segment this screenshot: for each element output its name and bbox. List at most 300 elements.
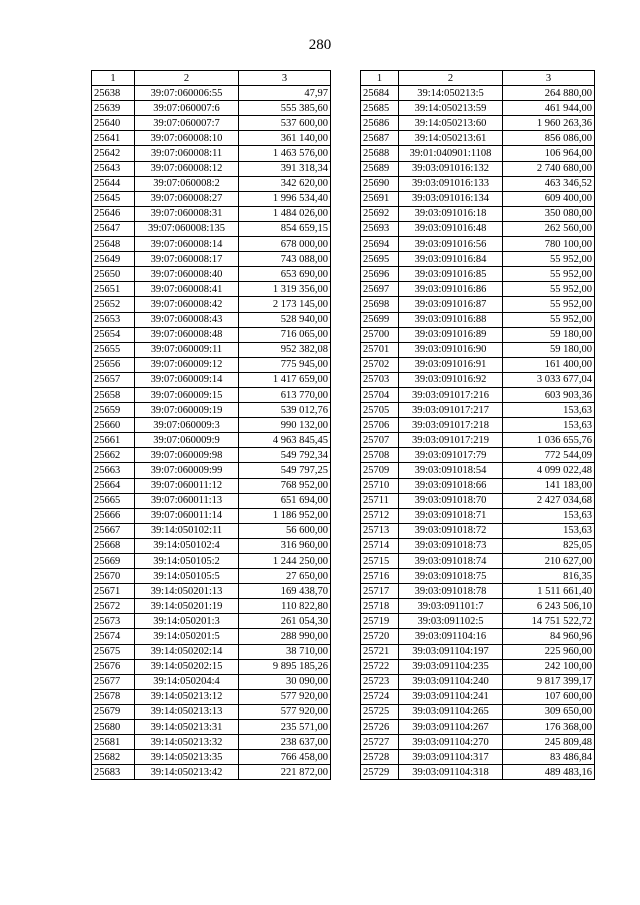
cadastral-number-cell: 39:14:050105:2 <box>135 554 239 569</box>
row-number-cell: 25641 <box>92 131 135 146</box>
table-row <box>361 342 595 357</box>
cadastral-number-cell: 39:07:060009:14 <box>135 372 239 387</box>
column-header: 3 <box>503 71 595 86</box>
cadastral-number-cell: 39:14:050105:5 <box>135 569 239 584</box>
value-cell: 84 960,96 <box>503 629 595 644</box>
row-number-cell: 25725 <box>361 704 399 719</box>
cadastral-number-cell: 39:03:091018:71 <box>399 508 503 523</box>
table-row <box>361 101 595 116</box>
row-number-cell: 25720 <box>361 629 399 644</box>
table-row <box>92 342 331 357</box>
table-row <box>361 282 595 297</box>
row-number-cell: 25649 <box>92 252 135 267</box>
table-row <box>92 403 331 418</box>
table-row <box>92 282 331 297</box>
row-number-cell: 25663 <box>92 463 135 478</box>
value-cell: 952 382,08 <box>239 342 331 357</box>
cadastral-number-cell: 39:03:091104:197 <box>399 644 503 659</box>
row-number-cell: 25672 <box>92 599 135 614</box>
column-header: 3 <box>239 71 331 86</box>
row-number-cell: 25702 <box>361 357 399 372</box>
cadastral-number-cell: 39:14:050213:5 <box>399 86 503 101</box>
table-row <box>361 538 595 553</box>
value-cell: 577 920,00 <box>239 704 331 719</box>
value-cell: 653 690,00 <box>239 267 331 282</box>
value-cell: 678 000,00 <box>239 237 331 252</box>
table-row <box>361 523 595 538</box>
cadastral-number-cell: 39:03:091104:16 <box>399 629 503 644</box>
row-number-cell: 25648 <box>92 237 135 252</box>
value-cell: 1 511 661,40 <box>503 584 595 599</box>
cadastral-number-cell: 39:03:091018:70 <box>399 493 503 508</box>
row-number-cell: 25668 <box>92 538 135 553</box>
cadastral-number-cell: 39:03:091016:56 <box>399 237 503 252</box>
value-cell: 577 920,00 <box>239 689 331 704</box>
value-cell: 856 086,00 <box>503 131 595 146</box>
cadastral-number-cell: 39:07:060009:98 <box>135 448 239 463</box>
table-row <box>361 297 595 312</box>
cadastral-number-cell: 39:07:060008:11 <box>135 146 239 161</box>
table-row <box>361 116 595 131</box>
row-number-cell: 25714 <box>361 538 399 553</box>
table-row <box>361 750 595 765</box>
cadastral-number-cell: 39:03:091016:88 <box>399 312 503 327</box>
cadastral-number-cell: 39:14:050201:3 <box>135 614 239 629</box>
cadastral-number-cell: 39:14:050213:31 <box>135 720 239 735</box>
table-row <box>92 689 331 704</box>
row-number-cell: 25660 <box>92 418 135 433</box>
row-number-cell: 25718 <box>361 599 399 614</box>
table-row <box>92 267 331 282</box>
row-number-cell: 25704 <box>361 387 399 402</box>
cadastral-number-cell: 39:03:091016:92 <box>399 372 503 387</box>
cadastral-number-cell: 39:07:060009:12 <box>135 357 239 372</box>
cadastral-number-cell: 39:14:050213:42 <box>135 765 239 780</box>
row-number-cell: 25716 <box>361 569 399 584</box>
table-row <box>92 161 331 176</box>
table-row <box>361 689 595 704</box>
cadastral-number-cell: 39:07:060008:10 <box>135 131 239 146</box>
row-number-cell: 25722 <box>361 659 399 674</box>
value-cell: 261 054,30 <box>239 614 331 629</box>
table-row <box>361 599 595 614</box>
table-row <box>361 327 595 342</box>
table-row <box>361 418 595 433</box>
row-number-cell: 25681 <box>92 735 135 750</box>
cadastral-number-cell: 39:07:060008:41 <box>135 282 239 297</box>
value-cell: 1 996 534,40 <box>239 191 331 206</box>
table-row <box>92 252 331 267</box>
table-row <box>361 629 595 644</box>
row-number-cell: 25708 <box>361 448 399 463</box>
table-row <box>361 387 595 402</box>
row-number-cell: 25683 <box>92 765 135 780</box>
value-cell: 361 140,00 <box>239 131 331 146</box>
value-cell: 55 952,00 <box>503 252 595 267</box>
row-number-cell: 25715 <box>361 554 399 569</box>
cadastral-number-cell: 39:03:091101:7 <box>399 599 503 614</box>
table-row <box>92 221 331 236</box>
row-number-cell: 25686 <box>361 116 399 131</box>
cadastral-number-cell: 39:14:050102:11 <box>135 523 239 538</box>
value-cell: 55 952,00 <box>503 267 595 282</box>
row-number-cell: 25651 <box>92 282 135 297</box>
table-row <box>361 659 595 674</box>
cadastral-number-cell: 39:03:091016:87 <box>399 297 503 312</box>
cadastral-number-cell: 39:07:060008:14 <box>135 237 239 252</box>
cadastral-number-cell: 39:03:091018:78 <box>399 584 503 599</box>
table-row <box>92 418 331 433</box>
row-number-cell: 25665 <box>92 493 135 508</box>
cadastral-number-cell: 39:03:091018:54 <box>399 463 503 478</box>
row-number-cell: 25639 <box>92 101 135 116</box>
row-number-cell: 25673 <box>92 614 135 629</box>
table-row <box>361 448 595 463</box>
cadastral-number-cell: 39:07:060009:19 <box>135 403 239 418</box>
cadastral-table-right <box>360 70 595 780</box>
table-row <box>361 252 595 267</box>
row-number-cell: 25693 <box>361 221 399 236</box>
cadastral-number-cell: 39:14:050213:13 <box>135 704 239 719</box>
cadastral-number-cell: 39:14:050102:4 <box>135 538 239 553</box>
cadastral-number-cell: 39:14:050201:13 <box>135 584 239 599</box>
table-row <box>361 191 595 206</box>
value-cell: 242 100,00 <box>503 659 595 674</box>
table-row <box>92 463 331 478</box>
cadastral-number-cell: 39:03:091018:74 <box>399 554 503 569</box>
row-number-cell: 25664 <box>92 478 135 493</box>
cadastral-number-cell: 39:07:060006:55 <box>135 86 239 101</box>
table-row <box>361 176 595 191</box>
cadastral-number-cell: 39:07:060007:6 <box>135 101 239 116</box>
cadastral-number-cell: 39:14:050213:61 <box>399 131 503 146</box>
table-row <box>361 433 595 448</box>
row-number-cell: 25687 <box>361 131 399 146</box>
cadastral-number-cell: 39:03:091017:217 <box>399 403 503 418</box>
value-cell: 825,05 <box>503 538 595 553</box>
row-number-cell: 25650 <box>92 267 135 282</box>
table-row <box>92 433 331 448</box>
row-number-cell: 25709 <box>361 463 399 478</box>
cadastral-number-cell: 39:14:050213:35 <box>135 750 239 765</box>
row-number-cell: 25691 <box>361 191 399 206</box>
value-cell: 463 346,52 <box>503 176 595 191</box>
table-row <box>92 116 331 131</box>
table-row <box>92 720 331 735</box>
cadastral-number-cell: 39:03:091016:86 <box>399 282 503 297</box>
row-number-cell: 25707 <box>361 433 399 448</box>
value-cell: 2 740 680,00 <box>503 161 595 176</box>
table-row <box>361 493 595 508</box>
row-number-cell: 25696 <box>361 267 399 282</box>
table-row <box>361 86 595 101</box>
row-number-cell: 25699 <box>361 312 399 327</box>
row-number-cell: 25670 <box>92 569 135 584</box>
cadastral-number-cell: 39:14:050202:14 <box>135 644 239 659</box>
row-number-cell: 25646 <box>92 206 135 221</box>
cadastral-number-cell: 39:14:050213:59 <box>399 101 503 116</box>
table-row <box>92 538 331 553</box>
value-cell: 38 710,00 <box>239 644 331 659</box>
row-number-cell: 25684 <box>361 86 399 101</box>
row-number-cell: 25662 <box>92 448 135 463</box>
value-cell: 775 945,00 <box>239 357 331 372</box>
row-number-cell: 25711 <box>361 493 399 508</box>
table-row <box>92 372 331 387</box>
cadastral-number-cell: 39:03:091017:216 <box>399 387 503 402</box>
table-row <box>92 237 331 252</box>
cadastral-number-cell: 39:03:091018:75 <box>399 569 503 584</box>
column-header: 1 <box>361 71 399 86</box>
value-cell: 2 427 034,68 <box>503 493 595 508</box>
table-row <box>361 644 595 659</box>
value-cell: 14 751 522,72 <box>503 614 595 629</box>
value-cell: 288 990,00 <box>239 629 331 644</box>
value-cell: 161 400,00 <box>503 357 595 372</box>
value-cell: 110 822,80 <box>239 599 331 614</box>
value-cell: 59 180,00 <box>503 327 595 342</box>
cadastral-number-cell: 39:14:050213:32 <box>135 735 239 750</box>
cadastral-number-cell: 39:07:060009:11 <box>135 342 239 357</box>
cadastral-number-cell: 39:03:091102:5 <box>399 614 503 629</box>
cadastral-number-cell: 39:07:060007:7 <box>135 116 239 131</box>
value-cell: 55 952,00 <box>503 312 595 327</box>
table-row <box>92 387 331 402</box>
table-row <box>361 403 595 418</box>
table-row <box>92 659 331 674</box>
value-cell: 3 033 677,04 <box>503 372 595 387</box>
table-row <box>92 493 331 508</box>
cadastral-number-cell: 39:07:060008:40 <box>135 267 239 282</box>
value-cell: 153,63 <box>503 403 595 418</box>
table-row <box>361 614 595 629</box>
value-cell: 555 385,60 <box>239 101 331 116</box>
value-cell: 716 065,00 <box>239 327 331 342</box>
row-number-cell: 25679 <box>92 704 135 719</box>
row-number-cell: 25688 <box>361 146 399 161</box>
page-number: 280 <box>308 37 332 53</box>
row-number-cell: 25645 <box>92 191 135 206</box>
value-cell: 107 600,00 <box>503 689 595 704</box>
row-number-cell: 25652 <box>92 297 135 312</box>
value-cell: 221 872,00 <box>239 765 331 780</box>
cadastral-number-cell: 39:03:091016:90 <box>399 342 503 357</box>
cadastral-number-cell: 39:07:060011:14 <box>135 508 239 523</box>
row-number-cell: 25643 <box>92 161 135 176</box>
value-cell: 264 880,00 <box>503 86 595 101</box>
value-cell: 59 180,00 <box>503 342 595 357</box>
table-row <box>92 584 331 599</box>
cadastral-number-cell: 39:03:091104:270 <box>399 735 503 750</box>
table-row <box>92 146 331 161</box>
table-row <box>92 176 331 191</box>
value-cell: 1 244 250,00 <box>239 554 331 569</box>
cadastral-number-cell: 39:07:060008:135 <box>135 221 239 236</box>
row-number-cell: 25698 <box>361 297 399 312</box>
table-row <box>361 704 595 719</box>
value-cell: 1 463 576,00 <box>239 146 331 161</box>
value-cell: 30 090,00 <box>239 674 331 689</box>
table-row <box>361 478 595 493</box>
value-cell: 549 792,34 <box>239 448 331 463</box>
value-cell: 153,63 <box>503 508 595 523</box>
table-row <box>361 146 595 161</box>
row-number-cell: 25727 <box>361 735 399 750</box>
value-cell: 169 438,70 <box>239 584 331 599</box>
table-header-row <box>361 71 595 86</box>
value-cell: 391 318,34 <box>239 161 331 176</box>
cadastral-number-cell: 39:03:091017:79 <box>399 448 503 463</box>
value-cell: 528 940,00 <box>239 312 331 327</box>
value-cell: 772 544,09 <box>503 448 595 463</box>
cadastral-number-cell: 39:03:091104:318 <box>399 765 503 780</box>
cadastral-number-cell: 39:07:060008:31 <box>135 206 239 221</box>
row-number-cell: 25682 <box>92 750 135 765</box>
cadastral-table-left <box>91 70 331 780</box>
row-number-cell: 25659 <box>92 403 135 418</box>
cadastral-number-cell: 39:03:091016:133 <box>399 176 503 191</box>
cadastral-number-cell: 39:03:091104:241 <box>399 689 503 704</box>
value-cell: 106 964,00 <box>503 146 595 161</box>
table-row <box>361 569 595 584</box>
row-number-cell: 25703 <box>361 372 399 387</box>
table-row <box>361 357 595 372</box>
table-row <box>361 735 595 750</box>
table-row <box>92 765 331 780</box>
value-cell: 6 243 506,10 <box>503 599 595 614</box>
row-number-cell: 25658 <box>92 387 135 402</box>
row-number-cell: 25661 <box>92 433 135 448</box>
table-row <box>361 720 595 735</box>
row-number-cell: 25676 <box>92 659 135 674</box>
row-number-cell: 25671 <box>92 584 135 599</box>
cadastral-number-cell: 39:07:060008:2 <box>135 176 239 191</box>
cadastral-number-cell: 39:14:050213:60 <box>399 116 503 131</box>
row-number-cell: 25653 <box>92 312 135 327</box>
table-row <box>361 508 595 523</box>
value-cell: 1 186 952,00 <box>239 508 331 523</box>
cadastral-number-cell: 39:03:091017:219 <box>399 433 503 448</box>
cadastral-number-cell: 39:03:091104:235 <box>399 659 503 674</box>
cadastral-number-cell: 39:03:091016:91 <box>399 357 503 372</box>
table-row <box>361 206 595 221</box>
row-number-cell: 25705 <box>361 403 399 418</box>
value-cell: 990 132,00 <box>239 418 331 433</box>
row-number-cell: 25724 <box>361 689 399 704</box>
cadastral-number-cell: 39:07:060008:43 <box>135 312 239 327</box>
table-row <box>92 674 331 689</box>
value-cell: 235 571,00 <box>239 720 331 735</box>
row-number-cell: 25692 <box>361 206 399 221</box>
value-cell: 743 088,00 <box>239 252 331 267</box>
cadastral-number-cell: 39:07:060008:17 <box>135 252 239 267</box>
value-cell: 56 600,00 <box>239 523 331 538</box>
row-number-cell: 25656 <box>92 357 135 372</box>
value-cell: 9 895 185,26 <box>239 659 331 674</box>
table-row <box>92 312 331 327</box>
value-cell: 225 960,00 <box>503 644 595 659</box>
value-cell: 816,35 <box>503 569 595 584</box>
table-row <box>361 584 595 599</box>
cadastral-number-cell: 39:14:050213:12 <box>135 689 239 704</box>
cadastral-number-cell: 39:03:091016:84 <box>399 252 503 267</box>
value-cell: 603 903,36 <box>503 387 595 402</box>
row-number-cell: 25728 <box>361 750 399 765</box>
value-cell: 537 600,00 <box>239 116 331 131</box>
value-cell: 1 036 655,76 <box>503 433 595 448</box>
table-row <box>92 206 331 221</box>
value-cell: 549 797,25 <box>239 463 331 478</box>
value-cell: 854 659,15 <box>239 221 331 236</box>
table-row <box>361 161 595 176</box>
cadastral-number-cell: 39:03:091018:72 <box>399 523 503 538</box>
table-row <box>361 221 595 236</box>
table-row <box>92 614 331 629</box>
cadastral-number-cell: 39:03:091016:89 <box>399 327 503 342</box>
table-row <box>92 735 331 750</box>
row-number-cell: 25644 <box>92 176 135 191</box>
cadastral-number-cell: 39:07:060009:15 <box>135 387 239 402</box>
value-cell: 1 319 356,00 <box>239 282 331 297</box>
cadastral-number-cell: 39:03:091018:73 <box>399 538 503 553</box>
cadastral-number-cell: 39:03:091016:132 <box>399 161 503 176</box>
row-number-cell: 25678 <box>92 689 135 704</box>
row-number-cell: 25700 <box>361 327 399 342</box>
table-row <box>361 237 595 252</box>
value-cell: 153,63 <box>503 418 595 433</box>
cadastral-number-cell: 39:03:091104:317 <box>399 750 503 765</box>
row-number-cell: 25654 <box>92 327 135 342</box>
column-header: 2 <box>135 71 239 86</box>
table-row <box>361 765 595 780</box>
value-cell: 768 952,00 <box>239 478 331 493</box>
cadastral-number-cell: 39:01:040901:1108 <box>399 146 503 161</box>
table-row <box>361 463 595 478</box>
cadastral-number-cell: 39:14:050201:19 <box>135 599 239 614</box>
value-cell: 651 694,00 <box>239 493 331 508</box>
row-number-cell: 25638 <box>92 86 135 101</box>
row-number-cell: 25726 <box>361 720 399 735</box>
value-cell: 176 368,00 <box>503 720 595 735</box>
cadastral-number-cell: 39:14:050201:5 <box>135 629 239 644</box>
value-cell: 245 809,48 <box>503 735 595 750</box>
cadastral-number-cell: 39:14:050202:15 <box>135 659 239 674</box>
table-row <box>361 372 595 387</box>
cadastral-number-cell: 39:03:091104:240 <box>399 674 503 689</box>
value-cell: 9 817 399,17 <box>503 674 595 689</box>
table-row <box>92 599 331 614</box>
row-number-cell: 25669 <box>92 554 135 569</box>
row-number-cell: 25690 <box>361 176 399 191</box>
value-cell: 1 484 026,00 <box>239 206 331 221</box>
cadastral-number-cell: 39:07:060008:12 <box>135 161 239 176</box>
cadastral-number-cell: 39:07:060011:12 <box>135 478 239 493</box>
table-row <box>361 674 595 689</box>
value-cell: 4 963 845,45 <box>239 433 331 448</box>
table-row <box>92 327 331 342</box>
value-cell: 766 458,00 <box>239 750 331 765</box>
value-cell: 1 960 263,36 <box>503 116 595 131</box>
table-row <box>92 569 331 584</box>
cadastral-number-cell: 39:03:091016:85 <box>399 267 503 282</box>
cadastral-number-cell: 39:03:091104:265 <box>399 704 503 719</box>
value-cell: 55 952,00 <box>503 297 595 312</box>
value-cell: 609 400,00 <box>503 191 595 206</box>
value-cell: 141 183,00 <box>503 478 595 493</box>
cadastral-number-cell: 39:07:060008:27 <box>135 191 239 206</box>
table-row <box>92 629 331 644</box>
column-header: 1 <box>92 71 135 86</box>
